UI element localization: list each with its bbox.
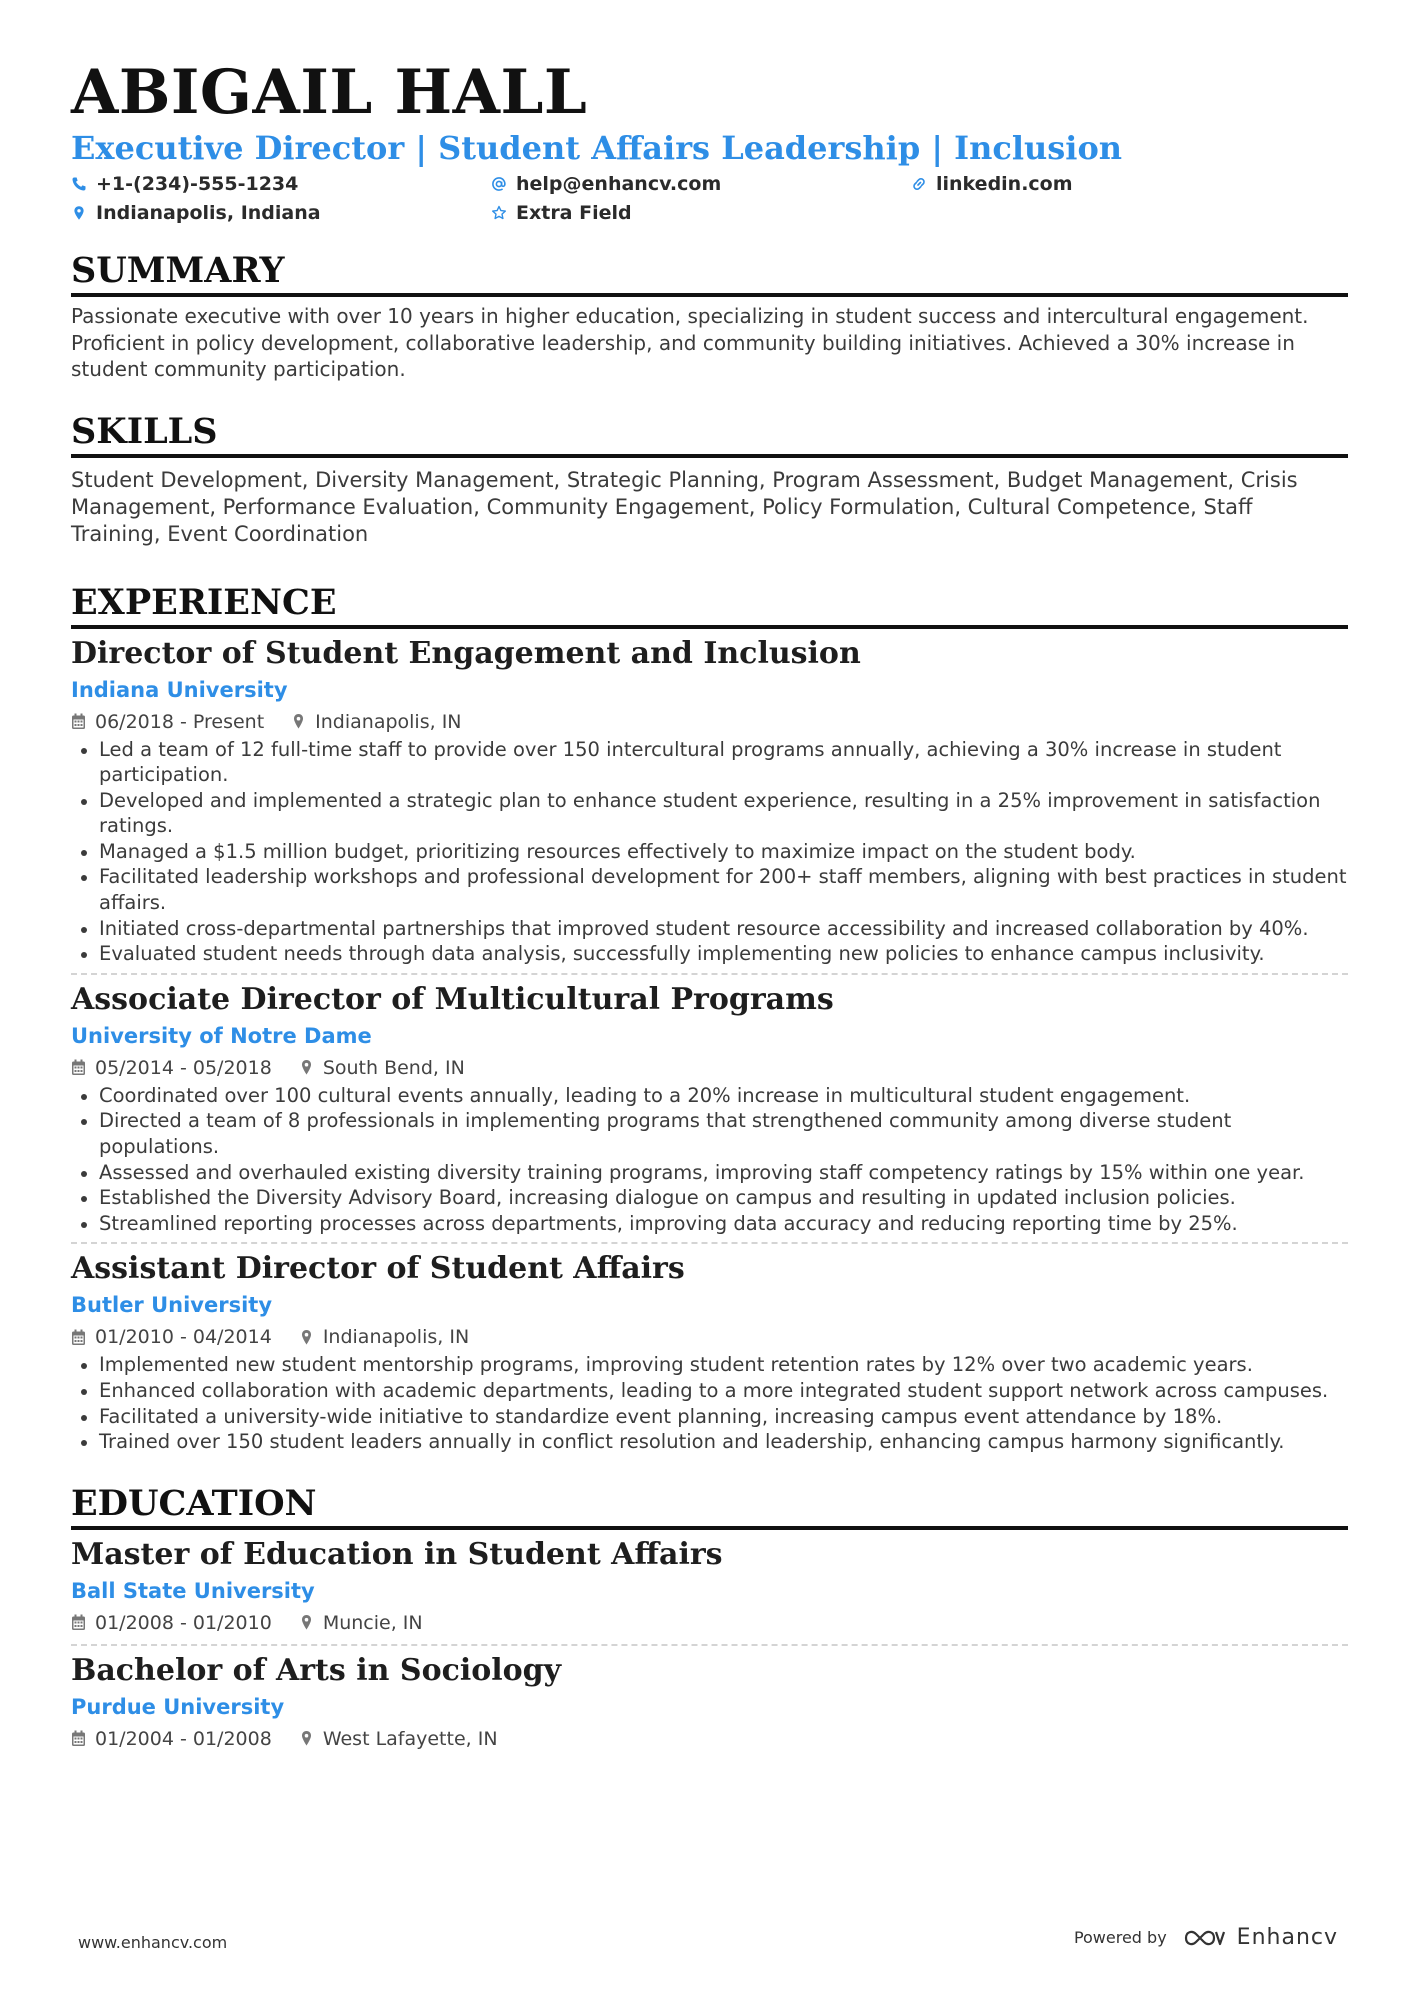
location-pin-icon [299, 1059, 314, 1076]
experience-entry [71, 1244, 1348, 1460]
degree-title: Bachelor of Arts in Sociology [71, 1652, 562, 1688]
enhancv-logo-icon [1183, 1926, 1227, 1950]
list-item: Coordinated over 100 cultural events annually, leading to a 20% increase in multicultural student engagement. [71, 1083, 1348, 1109]
list-item: Assessed and overhauled existing diversity training programs, improving staff competency ratings by 15% within one year. [71, 1160, 1348, 1186]
employer-name: University of Notre Dame [71, 1023, 372, 1048]
date-text: 01/2010 - 04/2014 [95, 1326, 272, 1349]
extra-text: Extra Field [516, 201, 632, 224]
contact-list [71, 170, 1348, 226]
location-text: Muncie, IN [322, 1611, 423, 1634]
experience-entry [71, 629, 1348, 975]
job-location [291, 707, 461, 737]
job-location [299, 1053, 465, 1083]
calendar-icon [71, 713, 86, 730]
achievement-list [71, 1083, 1348, 1237]
calendar-icon [71, 1614, 86, 1631]
location-pin-icon [299, 1730, 314, 1747]
calendar-icon [71, 1730, 86, 1747]
section-title-education: EDUCATION [71, 1483, 1348, 1530]
experience-entry [71, 975, 1348, 1245]
powered-by-badge[interactable] [1074, 1925, 1338, 1950]
date-range [71, 1053, 272, 1083]
contact-email[interactable] [491, 170, 911, 197]
contact-linkedin[interactable] [911, 170, 1311, 197]
at-icon [491, 176, 507, 192]
list-item: Facilitated leadership workshops and professional development for 200+ staff members, aligning with best practices in student affairs. [71, 864, 1348, 915]
star-icon [491, 205, 507, 221]
date-range [71, 1608, 272, 1638]
job-meta [71, 707, 1348, 737]
school-location [299, 1608, 423, 1638]
job-location [299, 1322, 469, 1352]
date-range [71, 1724, 272, 1754]
employer-name: Butler University [71, 1293, 273, 1318]
powered-by-label: Powered by [1073, 1928, 1167, 1947]
list-item: Led a team of 12 full-time staff to provide over 150 intercultural programs annually, achieving a 30% increase in student participation. [71, 737, 1348, 788]
contact-phone[interactable] [71, 170, 491, 197]
linkedin-text: linkedin.com [936, 172, 1073, 195]
calendar-icon [71, 1059, 86, 1076]
skills-text: Student Development, Diversity Management, Strategic Planning, Program Assessment, Budget Management, Crisis Management, Performance Evaluation, Community Engagement, Policy Formulation, Cultural Competence, Staff Training, Event Coordination [71, 467, 1298, 546]
calendar-icon [71, 1329, 86, 1346]
resume-page [71, 58, 1348, 1760]
link-icon [911, 176, 927, 192]
date-range [71, 1322, 272, 1352]
date-text: 01/2008 - 01/2010 [95, 1611, 272, 1634]
summary-section [71, 250, 1348, 383]
education-entry [71, 1530, 1348, 1646]
date-text: 06/2018 - Present [95, 710, 265, 733]
list-item: Implemented new student mentorship programs, improving student retention rates by 12% over two academic years. [71, 1352, 1348, 1378]
achievement-list [71, 1352, 1348, 1454]
location-text: South Bend, IN [322, 1056, 465, 1079]
section-title-skills: SKILLS [71, 411, 1348, 458]
job-title: Director of Student Engagement and Inclusion [71, 635, 861, 671]
brand-name: Enhancv [1236, 1925, 1338, 1950]
date-text: 01/2004 - 01/2008 [95, 1727, 272, 1750]
list-item: Established the Diversity Advisory Board, increasing dialogue on campus and resulting in updated inclusion policies. [71, 1185, 1348, 1211]
location-text: West Lafayette, IN [322, 1727, 498, 1750]
achievement-list [71, 737, 1348, 967]
list-item: Developed and implemented a strategic plan to enhance student experience, resulting in a 25% improvement in satisfaction ratings. [71, 788, 1348, 839]
section-title-summary: SUMMARY [71, 250, 1348, 297]
footer-url-link[interactable]: www.enhancv.com [78, 1933, 228, 1952]
summary-text: Passionate executive with over 10 years in higher education, specializing in student success and intercultural engagement. Proficient in policy development, collaborative leadership, and community building initiatives. Achieved a 30% increase in student community participation. [71, 304, 1309, 381]
list-item: Streamlined reporting processes across departments, improving data accuracy and reducing reporting time by 25%. [71, 1211, 1348, 1237]
candidate-headline: Executive Director | Student Affairs Leadership | Inclusion [71, 129, 1123, 167]
job-title: Associate Director of Multicultural Programs [71, 981, 834, 1017]
job-title: Assistant Director of Student Affairs [71, 1251, 685, 1287]
section-title-experience: EXPERIENCE [71, 582, 1348, 629]
page-footer [78, 1925, 1338, 1961]
job-meta [71, 1053, 1348, 1083]
job-meta [71, 1322, 1348, 1352]
list-item: Enhanced collaboration with academic departments, leading to a more integrated student support network across campuses. [71, 1378, 1348, 1404]
education-meta [71, 1608, 1348, 1638]
experience-section [71, 582, 1348, 1461]
employer-name: Indiana University [71, 677, 288, 702]
location-pin-icon [291, 713, 306, 730]
resume-header [71, 58, 1348, 226]
phone-icon [71, 176, 87, 192]
list-item: Evaluated student needs through data analysis, successfully implementing new policies to enhance campus inclusivity. [71, 941, 1348, 967]
date-text: 05/2014 - 05/2018 [95, 1056, 272, 1079]
brand-logo [1183, 1925, 1338, 1950]
school-name: Purdue University [71, 1694, 285, 1719]
contact-extra [491, 199, 911, 226]
phone-text: +1-(234)-555-1234 [96, 172, 299, 195]
email-text: help@enhancv.com [516, 172, 722, 195]
education-entry [71, 1646, 1348, 1760]
list-item: Managed a $1.5 million budget, prioritizing resources effectively to maximize impact on the student body. [71, 839, 1348, 865]
school-location [299, 1724, 498, 1754]
list-item: Trained over 150 student leaders annually in conflict resolution and leadership, enhancing campus harmony significantly. [71, 1429, 1348, 1455]
location-text: Indianapolis, IN [315, 710, 462, 733]
degree-title: Master of Education in Student Affairs [71, 1536, 723, 1572]
location-pin-icon [299, 1329, 314, 1346]
education-meta [71, 1724, 1348, 1754]
list-item: Initiated cross-departmental partnerships that improved student resource accessibility and increased collaboration by 40%. [71, 916, 1348, 942]
location-pin-icon [71, 205, 87, 221]
date-range [71, 707, 264, 737]
skills-section [71, 411, 1348, 548]
location-text: Indianapolis, IN [322, 1326, 470, 1349]
school-name: Ball State University [71, 1578, 315, 1603]
location-pin-icon [299, 1614, 314, 1631]
candidate-name: ABIGAIL HALL [71, 57, 588, 128]
location-text: Indianapolis, Indiana [96, 201, 321, 224]
contact-location [71, 199, 491, 226]
education-section [71, 1483, 1348, 1760]
list-item: Directed a team of 8 professionals in implementing programs that strengthened community among diverse student populations. [71, 1108, 1348, 1159]
list-item: Facilitated a university-wide initiative to standardize event planning, increasing campus event attendance by 18%. [71, 1404, 1348, 1430]
